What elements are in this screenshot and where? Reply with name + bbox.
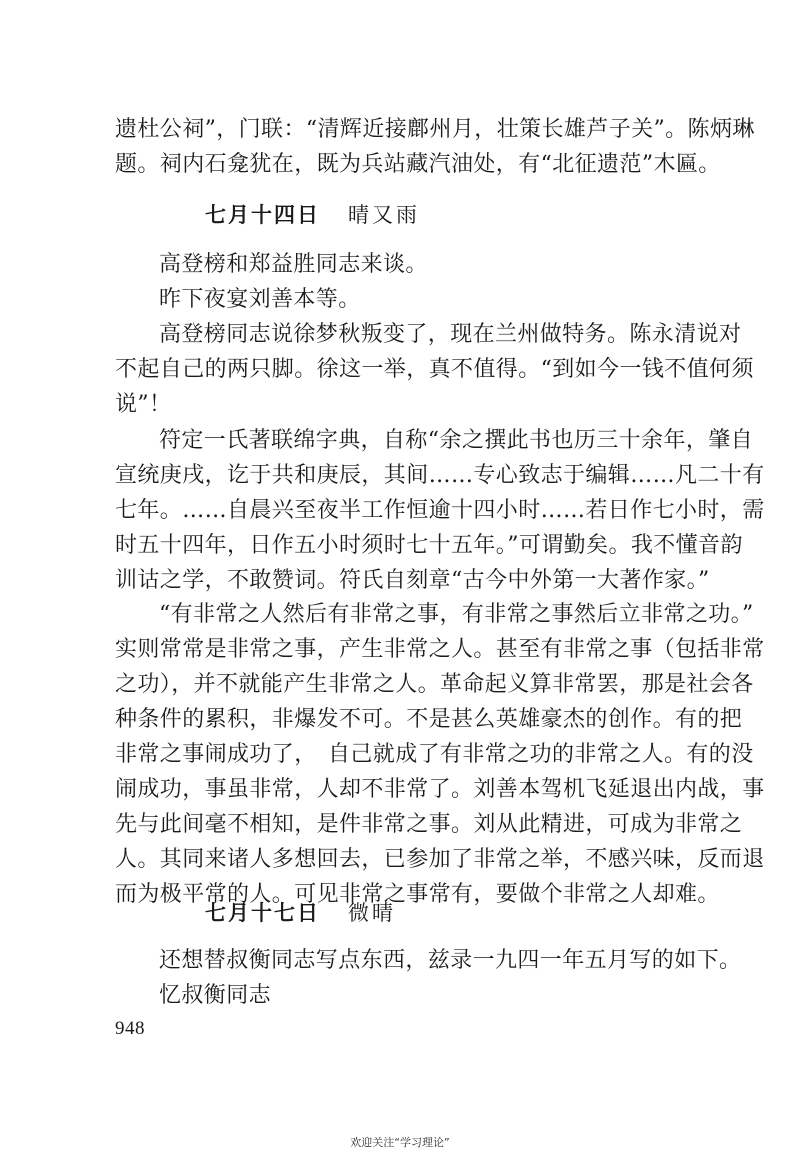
text-line: 高登榜同志说徐梦秋叛变了，现在兰州做特务。陈永清说对 [159,322,742,347]
paragraph [115,317,754,422]
text-line: 而为极平常的人。可见非常之事常有，要做个非常之人却难。 [115,882,720,907]
text-line: 实则常常是非常之事，产生非常之人。甚至有非常之事（包括非常 [115,637,765,662]
text-line: 忆叔衡同志 [159,983,272,1008]
paragraph [115,247,729,282]
text-line: 遗杜公祠”，门联：“清辉近接鄜州月，壮策长雄芦子关”。陈炳琳 [115,117,755,142]
text-line: 人。其同来诸人多想回去，已参加了非常之举，不感兴味，反而退 [115,847,765,872]
text-line: 符定一氏著联绵字典，自称“余之撰此书也历三十余年，肇自 [159,428,754,453]
diary-entry-heading [205,200,420,230]
text-line: “有非常之人然后有非常之事，有非常之事然后立非常之功。” [159,602,754,627]
footer-watermark-text: 欢迎关注“学习理论” [350,1136,450,1149]
text-line: 种条件的累积，非爆发不可。不是甚么英雄豪杰的创作。有的把 [115,707,743,732]
text-line: 之功），并不就能产生非常之人。革命起义算非常罢，那是社会各 [115,672,754,697]
text-line: 不起自己的两只脚。徐这一举，真不值得。“到如今一钱不值何须 [115,357,754,382]
paragraph [115,943,742,978]
paragraph [115,423,765,598]
text-line: 时五十四年，日作五小时须时七十五年。”可谓勤矣。我不懂音韵 [115,533,743,558]
page-number: 948 [115,1018,145,1039]
entry-weather: 晴又雨 [348,203,420,227]
section-title [115,978,729,1013]
text-line: 闹成功，事虽非常，人却不非常了。刘善本驾机飞延退出内战，事 [115,777,765,802]
diary-entry-heading [205,898,396,928]
text-line: 先与此间毫不相知，是件非常之事。刘从此精进，可成为非常之 [115,812,743,837]
entry-date: 七月十四日 [205,202,320,227]
text-line: 昨下夜宴刘善本等。 [159,287,361,312]
entry-date: 七月十七日 [205,900,320,925]
text-line: 高登榜和郑益胜同志来谈。 [159,252,428,277]
text-line: 还想替叔衡同志写点东西，兹录一九四一年五月写的如下。 [159,948,742,973]
text-line: 七年。……自晨兴至夜半工作恒逾十四小时……若日作七小时，需 [115,498,765,523]
text-line: 说”！ [115,392,172,417]
text-line: 题。祠内石龛犹在，既为兵站藏汽油处，有“北征遗范”木匾。 [115,152,721,177]
entry-weather: 微晴 [348,901,396,925]
paragraph [115,597,765,912]
paragraph-intro [115,112,755,182]
text-line: 训诂之学，不敢赞词。符氏自刻章“古今中外第一大著作家。” [115,568,710,593]
text-line: 非常之事闹成功了， 自己就成了有非常之功的非常之人。有的没 [115,742,754,767]
text-line: 宣统庚戌，讫于共和庚辰，其间……专心致志于编辑……凡二十有 [115,463,765,488]
paragraph [115,282,729,317]
